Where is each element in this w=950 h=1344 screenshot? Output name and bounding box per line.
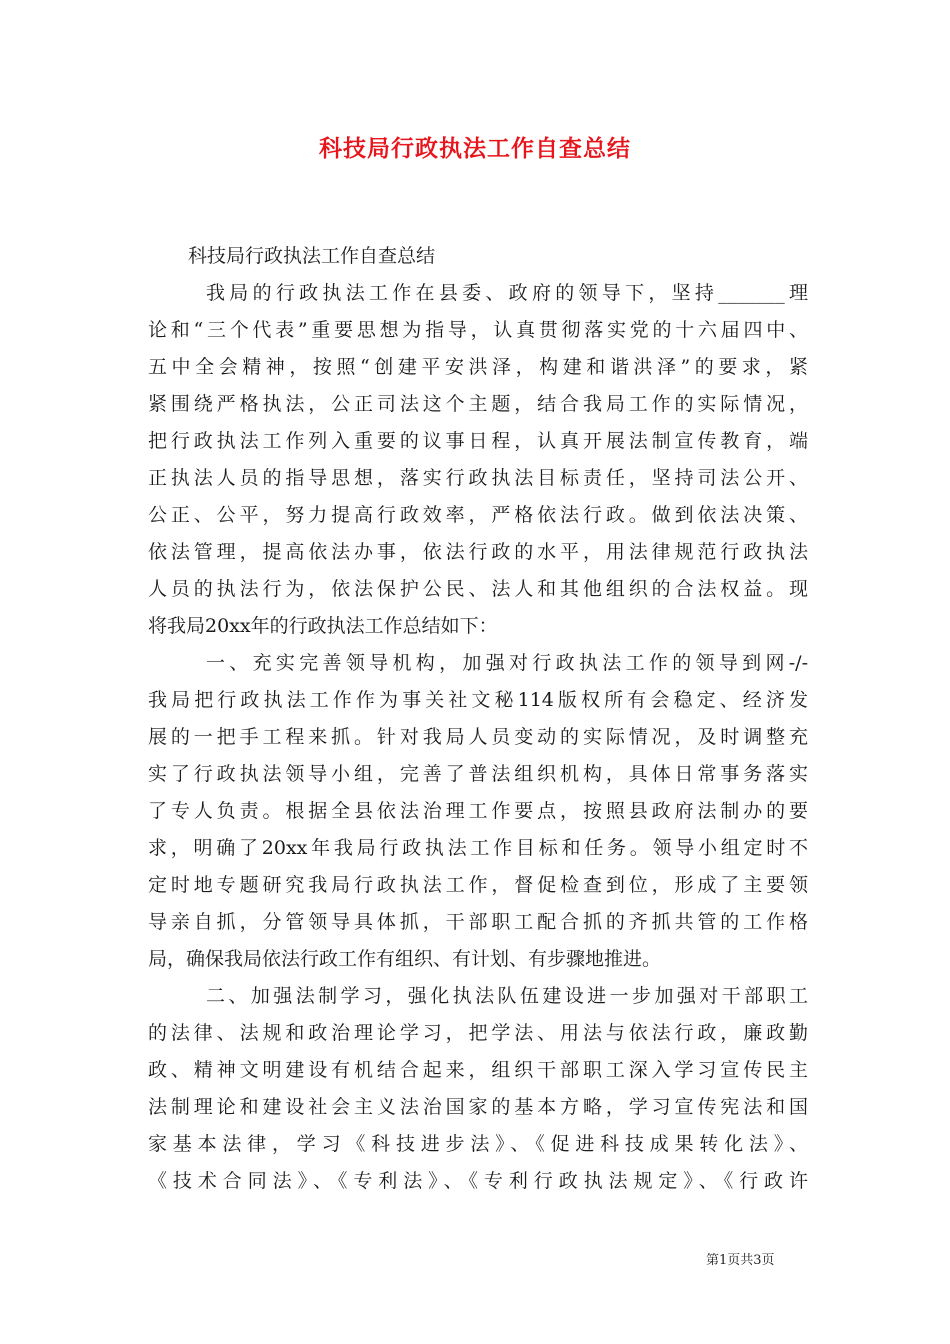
document-title: 科技局行政执法工作自查总结 (319, 135, 631, 162)
paragraph-line: 《技术合同法》、《专利法》、《专利行政执法规定》、《行政许 (148, 1170, 808, 1192)
paragraph-line: 公正、公平，努力提高行政效率，严格依法行政。做到依法决策、 (148, 504, 808, 526)
document-body (148, 238, 808, 1200)
paragraph-line: 法制理论和建设社会主义法治国家的基本方略，学习宣传宪法和国 (148, 1096, 808, 1118)
paragraph-line: 导亲自抓，分管领导具体抓，干部职工配合抓的齐抓共管的工作格 (148, 911, 808, 933)
paragraph-line: 五中全会精神，按照“创建平安洪泽，构建和谐洪泽”的要求，紧 (148, 356, 808, 378)
paragraph-line: 将我局20xx年的行政执法工作总结如下： (148, 615, 498, 637)
paragraph-line: 的法律、法规和政治理论学习，把学法、用法与依法行政，廉政勤 (148, 1022, 808, 1044)
paragraph-line: 实了行政执法领导小组，完善了普法组织机构，具体日常事务落实 (148, 763, 808, 785)
paragraph-line: 定时地专题研究我局行政执法工作，督促检查到位，形成了主要领 (148, 874, 808, 896)
paragraph-line: 展的一把手工程来抓。针对我局人员变动的实际情况，及时调整充 (148, 726, 808, 748)
paragraph-line: 局，确保我局依法行政工作有组织、有计划、有步骤地推进。 (148, 948, 662, 970)
paragraph-line: 我局把行政执法工作作为事关社文秘114版权所有会稳定、经济发 (148, 689, 808, 711)
paragraph-line: 论和“三个代表”重要思想为指导，认真贯彻落实党的十六届四中、 (148, 319, 808, 341)
paragraph-line: 把行政执法工作列入重要的议事日程，认真开展法制宣传教育，端 (148, 430, 808, 452)
paragraph-line: 我局的行政执法工作在县委、政府的领导下，坚持_______理 (206, 282, 808, 304)
paragraph-line: 政、精神文明建设有机结合起来，组织干部职工深入学习宣传民主 (148, 1059, 808, 1081)
section-heading-2: 二、加强法制学习，强化执法队伍建设进一步加强对干部职工 (206, 985, 808, 1007)
body-subtitle: 科技局行政执法工作自查总结 (188, 245, 436, 267)
paragraph-line: 紧围绕严格执法，公正司法这个主题，结合我局工作的实际情况， (148, 393, 808, 415)
paragraph-line: 依法管理，提高依法办事，依法行政的水平，用法律规范行政执法 (148, 541, 808, 563)
paragraph-line: 家基本法律，学习《科技进步法》、《促进科技成果转化法》、 (148, 1133, 808, 1155)
paragraph-line: 正执法人员的指导思想，落实行政执法目标责任，坚持司法公开、 (148, 467, 808, 489)
page-indicator: 第1页共3页 (706, 1253, 775, 1268)
paragraph-line: 了专人负责。根据全县依法治理工作要点，按照县政府法制办的要 (148, 800, 808, 822)
paragraph-line: 求，明确了20xx年我局行政执法工作目标和任务。领导小组定时不 (148, 837, 808, 859)
section-heading-1: 一、充实完善领导机构，加强对行政执法工作的领导到网-/- (206, 652, 808, 674)
paragraph-line: 人员的执法行为，依法保护公民、法人和其他组织的合法权益。现 (148, 578, 808, 600)
